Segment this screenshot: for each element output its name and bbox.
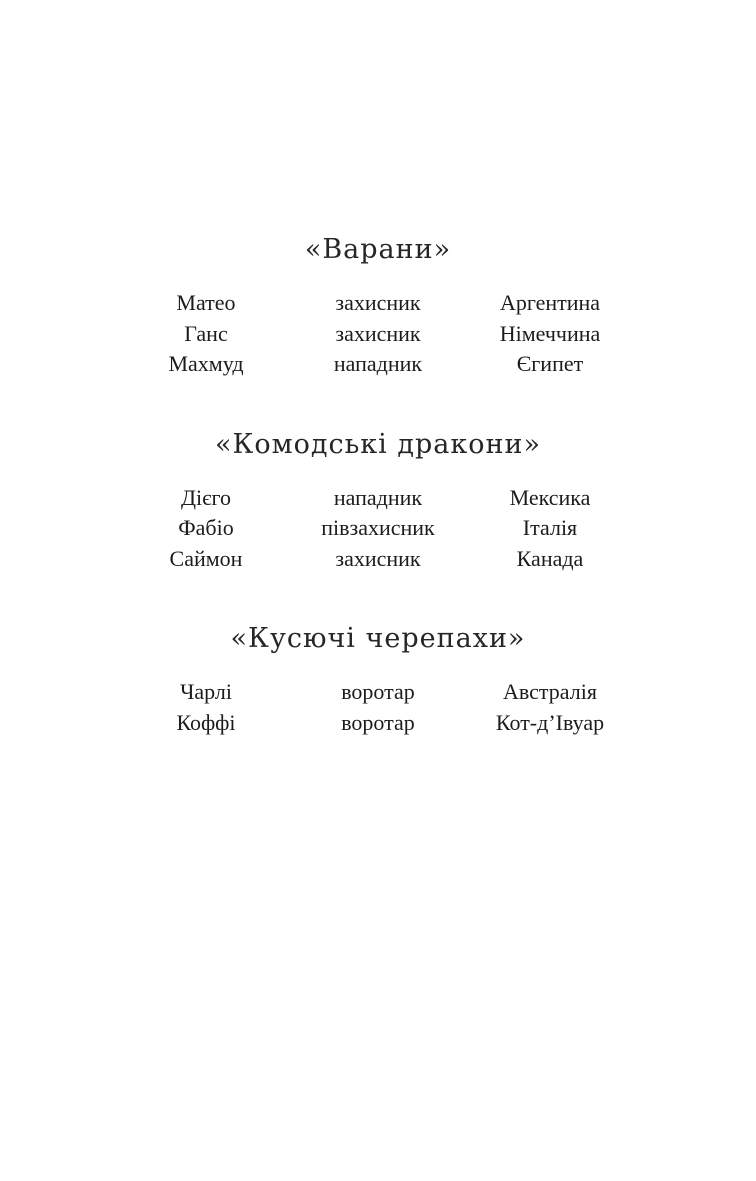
player-country: Канада xyxy=(516,545,584,571)
player-country: Німеччина xyxy=(499,320,601,346)
team-section-varany xyxy=(0,233,756,380)
table-row xyxy=(120,349,636,380)
team-name-heading: «Комодські дракони» xyxy=(214,428,542,460)
player-name: Саймон xyxy=(169,545,243,571)
player-name: Махмуд xyxy=(168,351,244,376)
table-row xyxy=(120,483,636,514)
table-row xyxy=(120,288,636,319)
team-roster xyxy=(120,677,636,738)
player-name: Дієго xyxy=(180,484,232,510)
table-row xyxy=(120,319,636,350)
player-country: Кот-д’Івуар xyxy=(495,709,605,735)
player-country: Австралія xyxy=(503,679,597,704)
table-row xyxy=(120,544,636,575)
team-roster xyxy=(120,483,636,575)
table-row xyxy=(120,677,636,708)
player-position: захисник xyxy=(335,320,421,346)
player-position: захисник xyxy=(335,545,421,571)
player-name: Коффі xyxy=(176,709,236,735)
player-name: Фабіо xyxy=(178,515,234,540)
player-position: нападник xyxy=(333,351,423,376)
player-position: воротар xyxy=(341,709,415,735)
table-row xyxy=(120,708,636,739)
player-name: Ганс xyxy=(184,320,228,346)
player-country: Італія xyxy=(522,515,578,540)
team-name-heading: «Варани» xyxy=(304,234,452,265)
player-position: захисник xyxy=(335,290,421,315)
player-position: півзахисник xyxy=(321,515,435,540)
player-country: Аргентина xyxy=(499,290,601,315)
player-position: нападник xyxy=(333,484,423,510)
player-country: Єгипет xyxy=(516,351,584,376)
team-section-komodski-drakony xyxy=(0,428,756,575)
player-name: Чарлі xyxy=(180,679,232,704)
team-roster xyxy=(120,288,636,380)
player-position: воротар xyxy=(341,679,415,704)
team-section-kusyuchi-cherepakhy xyxy=(0,622,756,738)
player-country: Мексика xyxy=(509,484,591,510)
player-name: Матео xyxy=(176,290,236,315)
table-row xyxy=(120,513,636,544)
team-name-heading: «Кусючі черепахи» xyxy=(230,623,526,654)
